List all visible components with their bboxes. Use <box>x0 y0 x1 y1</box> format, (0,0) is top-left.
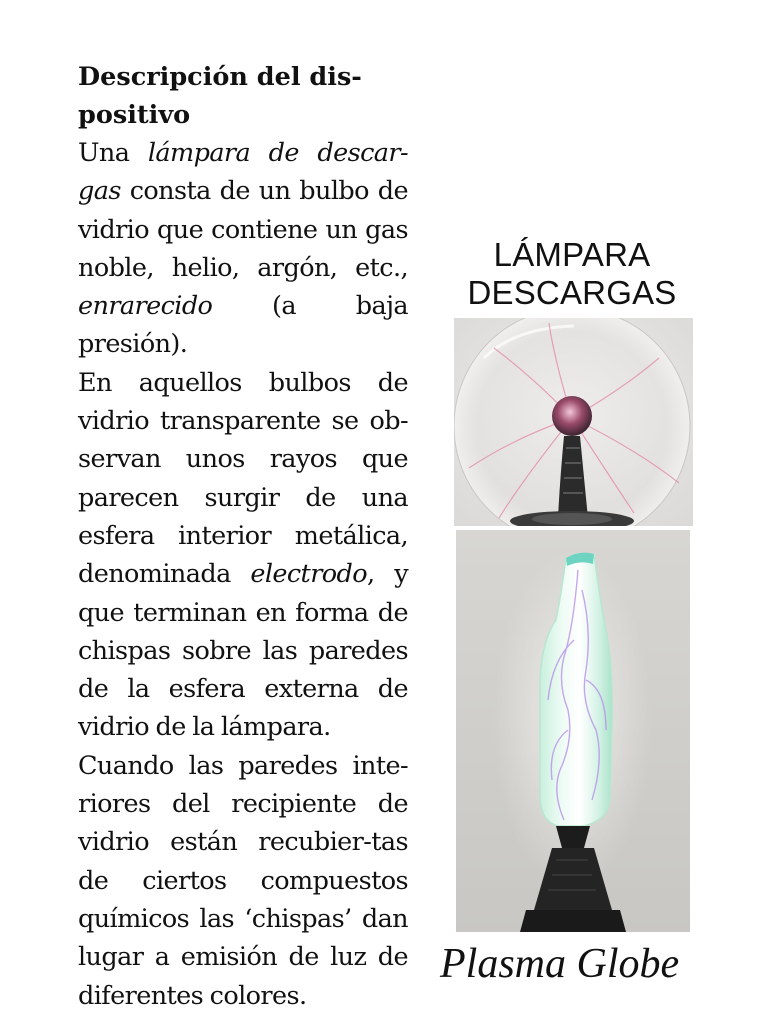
lamp-title-line-2: DESCARGAS <box>467 274 677 311</box>
paragraph-text: consta de un bulbo de vidrio que contiene un gas noble, helio, argón, etc., <box>78 176 408 283</box>
paragraph-text: Cuando las paredes inte-riores del recipiente de vidrio están recubier-tas de ciertos compuestos químicos las ‘chispas’ dan lugar a emisión de luz de diferentes colores. <box>78 750 408 1011</box>
emphasized-term: enrarecido <box>78 291 213 322</box>
heading-line-1: Descripción del dis- <box>78 62 362 92</box>
emphasized-term: lámpara de descar-gas <box>78 138 408 207</box>
lamp-title-line-1: LÁMPARA <box>493 236 651 273</box>
paragraph-3 <box>78 747 408 1015</box>
paragraph-text: Una <box>78 138 148 168</box>
description-column <box>78 58 408 1015</box>
paragraph-1 <box>78 134 408 364</box>
paragraph-2 <box>78 364 408 747</box>
heading-line-2: positivo <box>78 100 191 130</box>
plasma-globe-photo <box>454 318 693 526</box>
lamp-title-block <box>452 236 692 312</box>
paragraph-text: (a baja presión). <box>78 291 408 360</box>
lamp-title <box>452 236 692 312</box>
paragraph-text: En aquellos bulbos de vidrio transparente se ob-servan unos rayos que parecen surgir de una esfera interior metálica, denominada <box>78 367 408 590</box>
section-heading <box>78 58 408 134</box>
paragraph-text: , y que terminan en forma de chispas sobre las paredes de la esfera externa de vidrio de la lámpara. <box>78 559 408 743</box>
photo-caption: Plasma Globe <box>440 941 680 987</box>
plasma-bottle-photo <box>456 530 690 932</box>
emphasized-term: electrodo <box>250 559 368 590</box>
